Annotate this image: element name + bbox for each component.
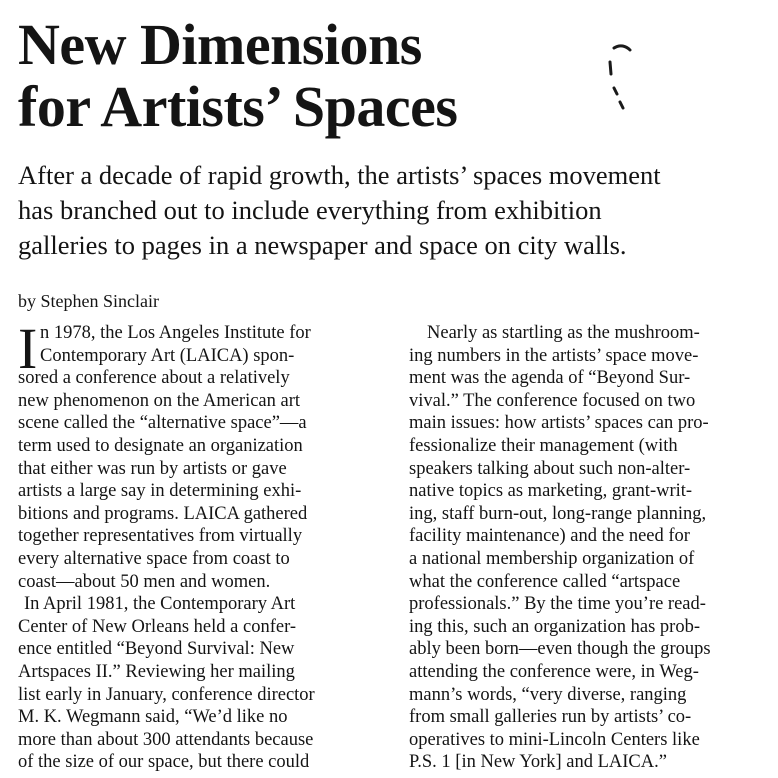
column-line: ing, staff burn-out, long-range planning, (409, 503, 707, 524)
column-line: scene called the “alternative space”—a (18, 413, 307, 434)
column-line: new phenomenon on the American art (18, 390, 301, 411)
subtitle-line: After a decade of rapid growth, the artists’ spaces movement (18, 160, 661, 190)
column-line: vival.” The conference focused on two (409, 390, 696, 411)
column-line: list early in January, conference director (18, 684, 315, 705)
column-line: ment was the agenda of “Beyond Sur- (409, 368, 691, 389)
article-title (18, 14, 638, 138)
column-line: coast—about 50 men and women. (18, 571, 271, 592)
column-line: speakers talking about such non-alter- (409, 458, 691, 479)
article-subtitle (18, 158, 768, 263)
column-line: term used to designate an organization (18, 435, 303, 456)
subtitle-line: has branched out to include everything from exhibition (18, 195, 602, 225)
column-line: a national membership organization of (409, 548, 695, 569)
column-line: from small galleries run by artists’ co- (409, 707, 692, 728)
decorative-mark-icon (600, 40, 650, 130)
column-line: fessionalize their management (with (409, 435, 678, 456)
column-line: main issues: how artists’ spaces can pro- (409, 413, 709, 434)
column-line: Artspaces II.” Reviewing her mailing (18, 661, 295, 682)
column-line: operatives to mini-Lincoln Centers like (409, 729, 700, 750)
title-line: New Dimensions (18, 12, 422, 77)
column-line: P.S. 1 [in New York] and LAICA.” (409, 752, 667, 773)
drop-cap: I (18, 316, 38, 381)
column-line: ing this, such an organization has prob- (409, 616, 700, 637)
column-line: artists a large say in determining exhi- (18, 481, 302, 502)
column-line: every alternative space from coast to (18, 548, 290, 569)
left-column (18, 316, 374, 774)
column-line: professionals.” By the time you’re read- (409, 594, 706, 615)
column-line: bitions and programs. LAICA gathered (18, 503, 308, 524)
column-line: what the conference called “artspace (409, 571, 681, 592)
subtitle-line: galleries to pages in a newspaper and space on city walls. (18, 230, 627, 260)
column-line: n 1978, the Los Angeles Institute for (40, 323, 311, 343)
byline: by Stephen Sinclair (18, 291, 159, 311)
column-line: native topics as marketing, grant-writ- (409, 481, 693, 502)
column-line: together representatives from virtually (18, 526, 303, 547)
column-line: ing numbers in the artists’ space move- (409, 345, 699, 366)
column-line: Nearly as startling as the mushroom- (427, 323, 700, 343)
column-line: more than about 300 attendants because (18, 729, 314, 750)
right-column (409, 322, 763, 774)
column-line: that either was run by artists or gave (18, 458, 287, 479)
column-line: of the size of our space, but there could (18, 752, 310, 773)
column-line: M. K. Wegmann said, “We’d like no (18, 707, 288, 728)
column-line: sored a conference about a relatively (18, 368, 290, 389)
title-line: for Artists’ Spaces (18, 74, 458, 139)
column-line: ence entitled “Beyond Survival: New (18, 639, 295, 660)
column-line: attending the conference were, in Weg- (409, 661, 699, 682)
column-line: Contemporary Art (LAICA) spon- (40, 345, 295, 366)
column-line: ably been born—even though the groups (409, 639, 711, 660)
column-line: Center of New Orleans held a confer- (18, 616, 297, 637)
column-line: facility maintenance) and the need for (409, 526, 690, 547)
column-line: In April 1981, the Contemporary Art (24, 594, 296, 615)
column-line: mann’s words, “very diverse, ranging (409, 684, 687, 705)
